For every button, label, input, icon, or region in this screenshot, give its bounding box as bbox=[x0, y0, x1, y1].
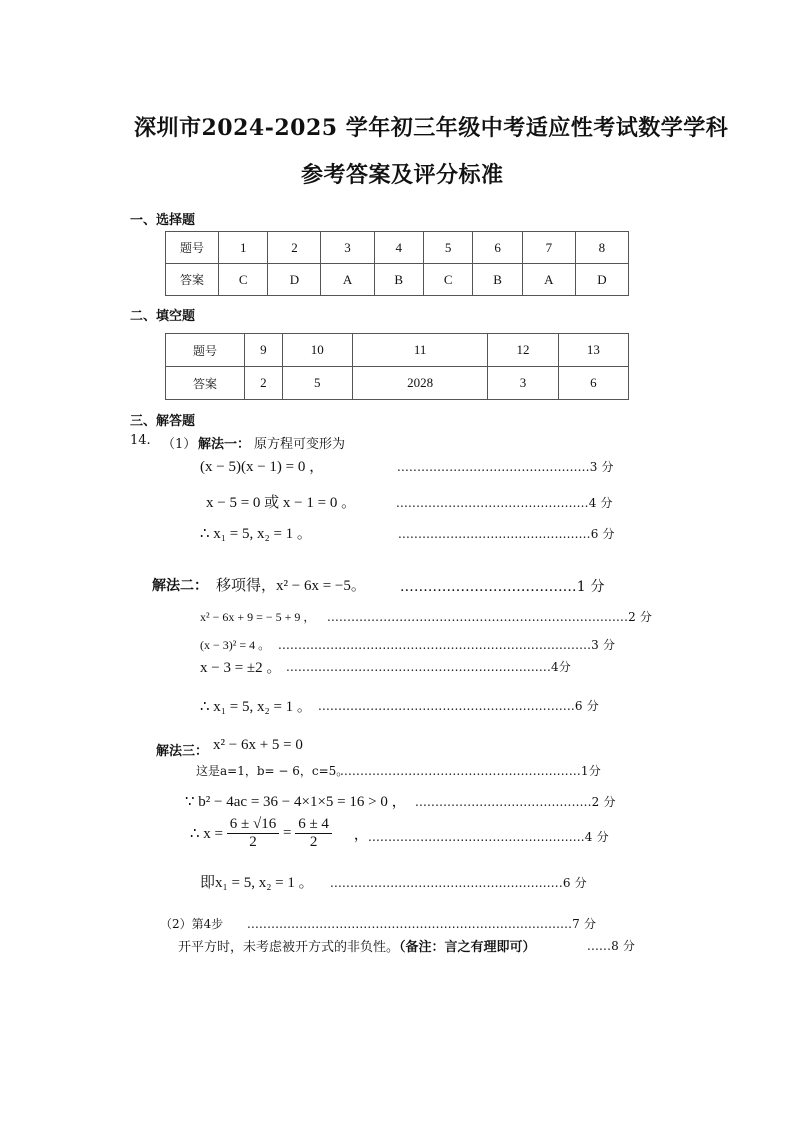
table-cell: 13 bbox=[558, 334, 628, 367]
solution-step: 移项得，x² − 6x = −5。 bbox=[216, 578, 366, 594]
table-cell: 7 bbox=[522, 232, 575, 264]
section-heading-choice: 一、选择题 bbox=[130, 213, 196, 228]
section-heading-solution: 三、解答题 bbox=[130, 414, 196, 429]
fill-answer-table bbox=[165, 333, 629, 400]
table-cell: 8 bbox=[575, 232, 628, 264]
table-cell: 6 bbox=[558, 367, 628, 400]
table-cell: 1 bbox=[219, 232, 268, 264]
table-header-cell: 答案 bbox=[166, 367, 245, 400]
solution-step: x² − 6x + 9 = − 5 + 9 ， bbox=[200, 610, 316, 624]
method-title: 解法二： bbox=[152, 578, 208, 594]
fraction-numerator: 6 ± 4 bbox=[295, 816, 332, 834]
score-marker: ......................................................4 分 bbox=[368, 830, 609, 844]
table-cell: A bbox=[321, 264, 374, 296]
part-label: （1） bbox=[162, 437, 197, 452]
method-title: 解法一： bbox=[198, 437, 251, 452]
solution-step: (x − 5)(x − 1) = 0 ， bbox=[200, 459, 325, 475]
fraction-prefix: ∴ x = bbox=[190, 826, 224, 842]
score-marker: ................................................................6 分 bbox=[318, 699, 599, 713]
part2-label: （2）第4步 bbox=[160, 917, 224, 931]
part2-explanation bbox=[178, 936, 536, 955]
table-cell: 5 bbox=[423, 232, 472, 264]
section-heading-fill: 二、填空题 bbox=[130, 309, 196, 324]
solution-step: x − 3 = ±2 。 bbox=[200, 660, 282, 676]
table-cell: D bbox=[575, 264, 628, 296]
table-cell: 2028 bbox=[352, 367, 488, 400]
table-cell: 9 bbox=[245, 334, 283, 367]
score-marker: ..........................................................6 分 bbox=[330, 876, 587, 890]
score-marker: ................................................3 分 bbox=[397, 460, 614, 474]
method-title: 解法三： bbox=[156, 744, 209, 759]
score-marker: ................................................6 分 bbox=[398, 527, 615, 541]
score-marker: ..............................................................................3 分 bbox=[278, 638, 616, 652]
solution-step: x² − 6x + 5 = 0 bbox=[213, 737, 303, 753]
solution-step: x − 5 = 0 或 x − 1 = 0 。 bbox=[206, 495, 357, 511]
solution-step: ∴ x₁ = 5, x₂ = 1 。 bbox=[200, 526, 312, 542]
table-cell: B bbox=[374, 264, 423, 296]
table-cell: 11 bbox=[352, 334, 488, 367]
table-cell: 6 bbox=[473, 232, 522, 264]
part2-text: 开平方时，未考虑被开方式的非负性。 bbox=[178, 940, 400, 955]
equals-sign: = bbox=[282, 825, 292, 841]
score-marker: .................................................................................7 分 bbox=[247, 917, 597, 931]
table-cell: 5 bbox=[282, 367, 352, 400]
score-marker: ......8 分 bbox=[587, 939, 636, 953]
choice-answer-table bbox=[165, 231, 629, 296]
page-title: 深圳市2024-2025 学年初三年级中考适应性考试数学学科 bbox=[134, 115, 729, 141]
table-header-cell: 答案 bbox=[166, 264, 219, 296]
solution-step: 即x₁ = 5, x₂ = 1 。 bbox=[200, 875, 314, 891]
fraction-numerator: 6 ± √16 bbox=[227, 816, 279, 834]
solution-step: (x − 3)² = 4 。 bbox=[200, 638, 271, 652]
table-header-cell: 题号 bbox=[166, 334, 245, 367]
score-marker: ..................................................................4分 bbox=[286, 660, 571, 674]
fraction bbox=[227, 816, 279, 851]
score-marker: ................................................4 分 bbox=[396, 496, 613, 510]
table-header-cell: 题号 bbox=[166, 232, 219, 264]
table-cell: 10 bbox=[282, 334, 352, 367]
table-cell: 12 bbox=[488, 334, 558, 367]
table-cell: C bbox=[423, 264, 472, 296]
table-cell: 3 bbox=[321, 232, 374, 264]
table-cell: 3 bbox=[488, 367, 558, 400]
table-cell: D bbox=[268, 264, 321, 296]
score-marker: ......................................1 分 bbox=[400, 579, 605, 595]
fraction-denominator: 2 bbox=[249, 834, 257, 850]
score-marker: ............................................................1分 bbox=[340, 764, 601, 778]
solution-step: ∴ x₁ = 5, x₂ = 1 。 bbox=[200, 699, 312, 715]
solution-step: 这是a=1，b= − 6，c=5。 bbox=[196, 764, 349, 778]
score-marker: ...........................................................................2 分 bbox=[327, 610, 653, 624]
method-intro: 原方程可变形为 bbox=[254, 437, 346, 452]
table-cell: C bbox=[219, 264, 268, 296]
question-number: 14. bbox=[130, 433, 151, 448]
part2-note: （备注：言之有理即可） bbox=[399, 940, 536, 955]
fraction-denominator: 2 bbox=[309, 834, 318, 850]
table-cell: A bbox=[522, 264, 575, 296]
solution-step-fraction bbox=[190, 816, 369, 851]
table-cell: 2 bbox=[245, 367, 283, 400]
score-marker: ............................................2 分 bbox=[415, 795, 616, 809]
table-cell: 4 bbox=[374, 232, 423, 264]
table-cell: B bbox=[473, 264, 522, 296]
fraction bbox=[295, 816, 332, 851]
fraction-suffix: ， bbox=[353, 827, 369, 843]
solution-step: ∵ b² − 4ac = 36 − 4×1×5 = 16 > 0 ， bbox=[185, 794, 407, 810]
page-subtitle: 参考答案及评分标准 bbox=[301, 162, 504, 188]
table-cell: 2 bbox=[268, 232, 321, 264]
